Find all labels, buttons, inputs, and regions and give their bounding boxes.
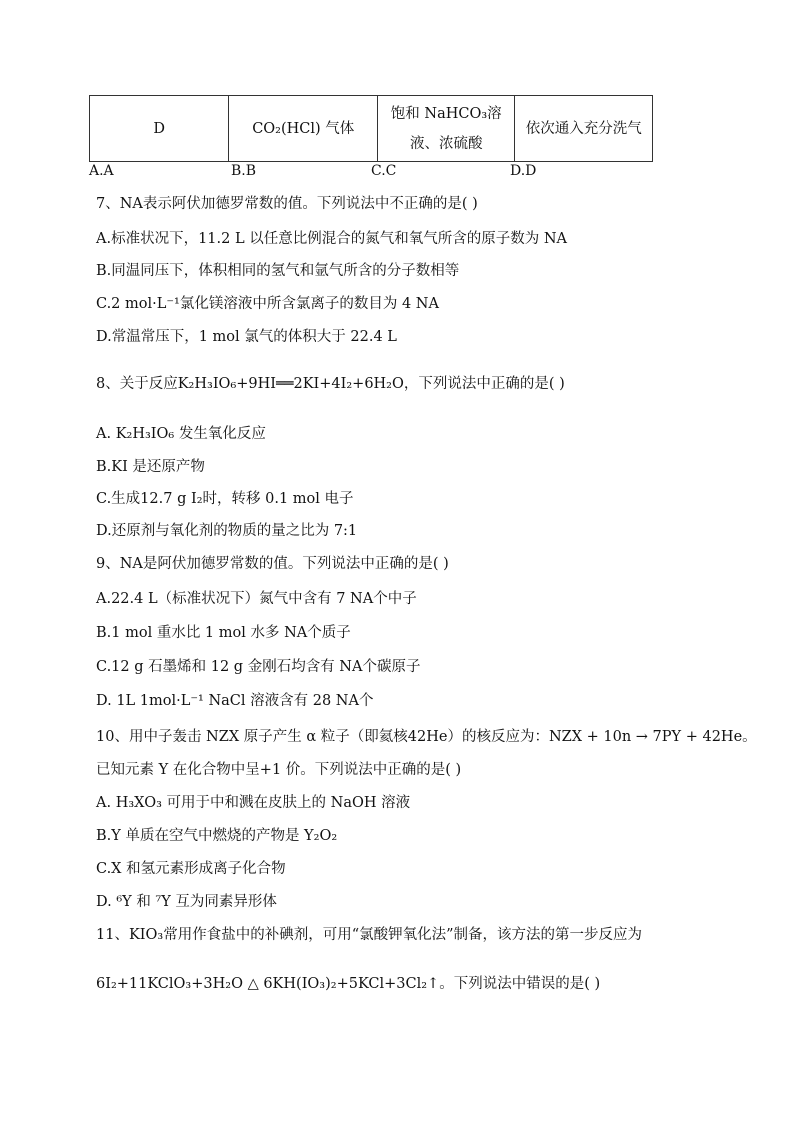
q8-option-b: B.KI 是还原产物 — [96, 459, 205, 475]
q9-stem: 9、NA是阿伏加德罗常数的值。下列说法中正确的是( ) — [96, 556, 449, 572]
q10-stem-line1: 10、用中子轰击 NZX 原子产生 α 粒子（即氦核42He）的核反应为：NZX + 10n → 7PY + 42He。 — [96, 729, 757, 745]
option-c: C.C — [371, 163, 397, 179]
q9-option-a: A.22.4 L（标准状况下）氮气中含有 7 NA个中子 — [96, 591, 417, 607]
q8-option-d: D.还原剂与氧化剂的物质的量之比为 7:1 — [96, 523, 358, 539]
table-cell-substance: CO₂(HCl) 气体 — [229, 96, 378, 162]
table-cell-reagent: 饱和 NaHCO₃溶液、浓硫酸 — [378, 96, 515, 162]
table-row — [90, 96, 653, 162]
option-b: B.B — [231, 163, 257, 179]
q10-option-a: A. H₃XO₃ 可用于中和溅在皮肤上的 NaOH 溶液 — [96, 795, 411, 811]
q11-stem-line2: 6I₂+11KClO₃+3H₂O △ 6KH(IO₃)₂+5KCl+3Cl₂↑。下列说法中错误的是( ) — [96, 976, 601, 992]
q10-option-c: C.X 和氢元素形成离子化合物 — [96, 861, 286, 877]
q10-option-b: B.Y 单质在空气中燃烧的产物是 Y₂O₂ — [96, 828, 338, 844]
option-a: A.A — [89, 163, 114, 179]
q7-stem: 7、NA表示阿伏加德罗常数的值。下列说法中不正确的是( ) — [96, 196, 478, 212]
table-cell-label: D — [90, 96, 229, 162]
q7-option-a: A.标准状况下，11.2 L 以任意比例混合的氮气和氧气所含的原子数为 NA — [96, 231, 567, 247]
q8-option-a: A. K₂H₃IO₆ 发生氧化反应 — [96, 426, 266, 442]
q7-option-c: C.2 mol·L⁻¹氯化镁溶液中所含氯离子的数目为 4 NA — [96, 296, 439, 312]
q9-option-c: C.12 g 石墨烯和 12 g 金刚石均含有 NA个碳原子 — [96, 659, 421, 675]
q8-stem: 8、关于反应K₂H₃IO₆+9HI══2KI+4I₂+6H₂O，下列说法中正确的是( ) — [96, 376, 565, 392]
table-options — [89, 163, 653, 183]
option-d: D.D — [510, 163, 537, 179]
q8-option-c: C.生成12.7 g I₂时，转移 0.1 mol 电子 — [96, 491, 354, 507]
q10-option-d: D. ⁶Y 和 ⁷Y 互为同素异形体 — [96, 894, 277, 910]
q7-option-b: B.同温同压下，体积相同的氢气和氩气所含的分子数相等 — [96, 263, 460, 279]
answer-table — [89, 95, 653, 162]
table-cell-method: 依次通入充分洗气 — [515, 96, 653, 162]
q11-stem-line1: 11、KIO₃常用作食盐中的补碘剂，可用“氯酸钾氧化法”制备，该方法的第一步反应为 — [96, 927, 643, 943]
q7-option-d: D.常温常压下，1 mol 氯气的体积大于 22.4 L — [96, 329, 397, 345]
q9-option-b: B.1 mol 重水比 1 mol 水多 NA个质子 — [96, 625, 351, 641]
q10-stem-line2: 已知元素 Y 在化合物中呈+1 价。下列说法中正确的是( ) — [96, 762, 462, 778]
q9-option-d: D. 1L 1mol·L⁻¹ NaCl 溶液含有 28 NA个 — [96, 693, 374, 709]
